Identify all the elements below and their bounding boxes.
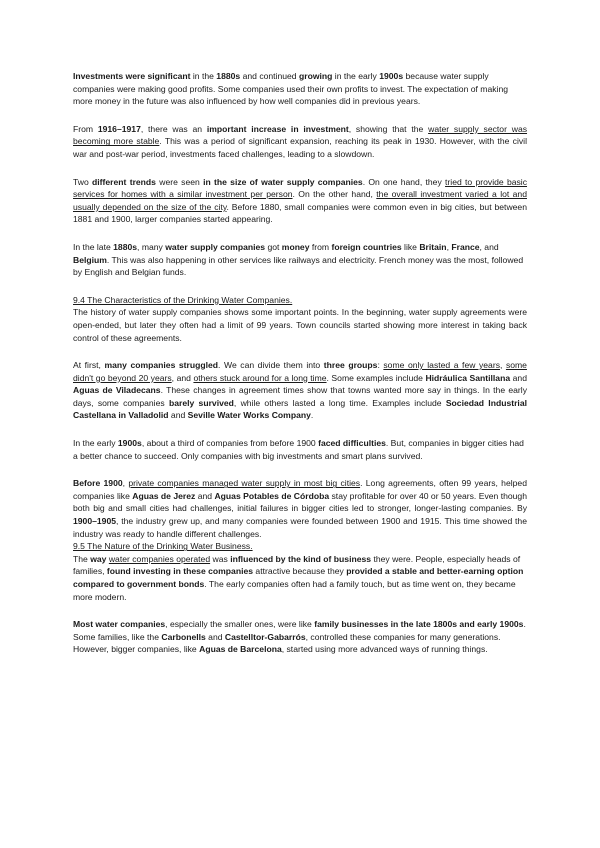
text-run: . Before 1880, small companies were common even in big cities, but between 1881 and 1900, larger companies started appearing. — [73, 201, 527, 225]
text-run: and continued — [240, 71, 299, 81]
paragraph-investments-1880s — [73, 70, 527, 108]
paragraph-family-businesses — [73, 618, 527, 656]
bold-phrase: 1900s — [117, 438, 142, 449]
bold-phrase: Aguas de Viladecans — [73, 385, 161, 396]
text-run: In the early — [73, 438, 118, 449]
text-run: attractive because they — [253, 566, 347, 577]
bold-phrase: 1900–1905 — [73, 516, 117, 527]
text-run: . But, companies in bigger cities had a better chance to succeed. Only companies with big investments and smart plans survived. — [73, 438, 524, 461]
section-heading-9-5: 9.5 The Nature of the Drinking Water Business. — [73, 541, 253, 552]
underlined-phrase: private companies managed water supply in most big cities — [128, 478, 361, 489]
text-run: , especially the smaller ones, were like — [165, 619, 315, 630]
text-run: from — [309, 241, 332, 252]
bold-phrase: Castelltor-Gabarrós — [224, 631, 306, 642]
text-run: , many — [137, 241, 166, 252]
bold-phrase: 1880s — [113, 241, 138, 252]
paragraph-companies-struggled — [73, 359, 527, 422]
bold-phrase: Belgium — [73, 254, 107, 265]
underlined-phrase: tried to provide basic services for homes with a similar investment per person — [73, 176, 528, 200]
bold-phrase: Sociedad Industrial Castellana in Valladolid — [73, 397, 527, 421]
text-run: From — [73, 123, 98, 134]
text-run: . This was a period of significant expansion, reaching its peak in 1930. However, with the civil war and post-war period, investments faced challenges, leading to a slowdown. — [73, 136, 527, 159]
text-run: In the late — [73, 241, 114, 252]
underlined-phrase: water supply sector was becoming more stable — [73, 123, 528, 147]
text-run: and — [510, 372, 527, 383]
bold-phrase: Before 1900 — [73, 478, 123, 489]
text-run: was — [210, 553, 231, 564]
text-run: they were. People, especially heads of families, — [73, 553, 521, 577]
bold-phrase: Britain — [419, 241, 447, 252]
text-run: and — [195, 490, 215, 501]
text-run: , the industry grew up, and many companies were founded between 1900 and 1915. This time showed the industry was ready to handle different challenges. — [73, 516, 527, 539]
text-run: . On the other hand, — [292, 189, 377, 200]
text-run: Two — [73, 176, 93, 187]
text-run: . We can divide them into — [218, 360, 324, 371]
bold-phrase: growing — [298, 71, 333, 81]
text-run: At first, — [73, 360, 105, 371]
text-run: , about a third of companies from before 1900 — [141, 438, 319, 449]
paragraph-early-1900s — [73, 437, 527, 462]
underlined-phrase: others stuck around for a long time — [193, 372, 327, 383]
paragraph-business-nature — [73, 553, 527, 603]
bold-phrase: Aguas de Barcelona — [199, 644, 282, 655]
underlined-phrase: the overall investment varied a lot and usually depended on the size of the city — [73, 189, 527, 212]
text-run: , — [122, 478, 129, 489]
text-run: got — [265, 241, 282, 252]
bold-phrase: Seville Water Works Company — [187, 410, 311, 421]
bold-phrase: many companies struggled — [104, 360, 219, 371]
text-run: , there was an — [140, 123, 207, 134]
bold-phrase: 1880s — [216, 71, 241, 81]
bold-phrase: 1916–1917 — [97, 123, 141, 134]
text-run: and — [205, 631, 225, 642]
text-run: like — [401, 241, 420, 252]
bold-phrase: money — [281, 241, 310, 252]
bold-phrase: Carbonells — [161, 631, 206, 642]
text-run: . Long agreements, often 99 years, helped companies like — [73, 478, 527, 501]
paragraph-foreign-money — [73, 241, 527, 279]
underlined-phrase: some didn't go beyond 20 years — [73, 360, 527, 383]
text-run: were seen — [155, 176, 204, 187]
text-run: , showing that the — [348, 123, 429, 134]
bold-phrase: Aguas Potables de Córdoba — [214, 490, 330, 501]
text-run: in the early — [332, 71, 380, 81]
text-run: . On one hand, they — [362, 176, 446, 187]
bold-phrase: influenced by the kind of business — [230, 553, 372, 564]
bold-phrase: three groups — [323, 360, 378, 371]
paragraph-history-agreements — [73, 306, 527, 344]
text-run: , and — [171, 372, 194, 383]
text-run: . These changes in agreement times show that towns wanted more say in things. In the early days, some companies — [73, 385, 527, 408]
underlined-phrase: water companies operated — [108, 553, 211, 564]
text-run: in the — [190, 71, 217, 81]
bold-phrase: water supply companies — [165, 241, 266, 252]
text-run: : — [377, 360, 384, 371]
bold-phrase: way — [90, 553, 107, 564]
text-run: , and — [479, 241, 499, 252]
text-run: stay profitable for over 40 or 50 years. Even though both big and small cities had challenges, initial failures in bigger cities led to stronger, longer-lasting companies. By — [73, 490, 527, 514]
text-run: . — [310, 410, 314, 421]
bold-phrase: barely survived — [168, 397, 234, 408]
bold-phrase: 1900s — [379, 71, 404, 81]
bold-phrase: France — [451, 241, 480, 252]
text-run: . The early companies often had a family touch, but as time went on, they became more modern. — [73, 579, 516, 602]
bold-phrase: Hidráulica Santillana — [425, 372, 511, 383]
bold-phrase: in the size of water supply companies — [203, 176, 363, 187]
paragraph-two-trends — [73, 176, 527, 226]
text-run: , started using more advanced ways of running things. — [281, 644, 488, 655]
bold-phrase: provided a stable and better-earning option compared to government bonds — [73, 566, 524, 589]
bold-phrase: important increase in investment — [206, 123, 349, 134]
section-heading-9-4: 9.4 The Characteristics of the Drinking Water Companies. — [73, 294, 293, 305]
text-run: . Some families, like the — [73, 619, 526, 642]
paragraph-before-1900 — [73, 477, 527, 540]
text-run: , while others lasted a long time. Examples include — [233, 397, 446, 408]
text-run: because water supply companies were making good profits. Some companies used their own profits to invest. The expectation of making more money in the future was also influenced by how well companies did in previous years. — [73, 71, 509, 107]
text-run: . Some examples include — [326, 372, 426, 383]
bold-phrase: foreign countries — [331, 241, 402, 252]
text-run: , — [500, 360, 506, 371]
text-run: , controlled these companies for many generations. However, bigger companies, like — [73, 631, 501, 655]
bold-phrase: different trends — [92, 176, 156, 187]
bold-phrase: found investing in these companies — [106, 566, 254, 577]
bold-phrase: faced difficulties — [318, 438, 386, 449]
text-run: and — [168, 410, 188, 421]
text-run: . This was also happening in other services like railways and electricity. French money was the most, followed by English and Belgian funds. — [73, 254, 524, 278]
bold-phrase: family businesses in the late 1800s and early 1900s — [314, 619, 524, 630]
underlined-phrase: some only lasted a few years — [383, 360, 500, 371]
paragraph-1916-increase — [73, 123, 527, 161]
text-run: , — [446, 241, 452, 252]
bold-phrase: Investments were significant — [73, 71, 191, 81]
bold-phrase: Aguas de Jerez — [132, 490, 196, 501]
bold-phrase: Most water companies — [73, 619, 166, 630]
text-run: The — [73, 553, 91, 564]
text-run: The history of water supply companies shows some important points. In the beginning, water supply agreements were open-ended, but later they often had a limit of 99 years. Town councils started showing more interest in taking back control of these agreements. — [73, 307, 527, 343]
